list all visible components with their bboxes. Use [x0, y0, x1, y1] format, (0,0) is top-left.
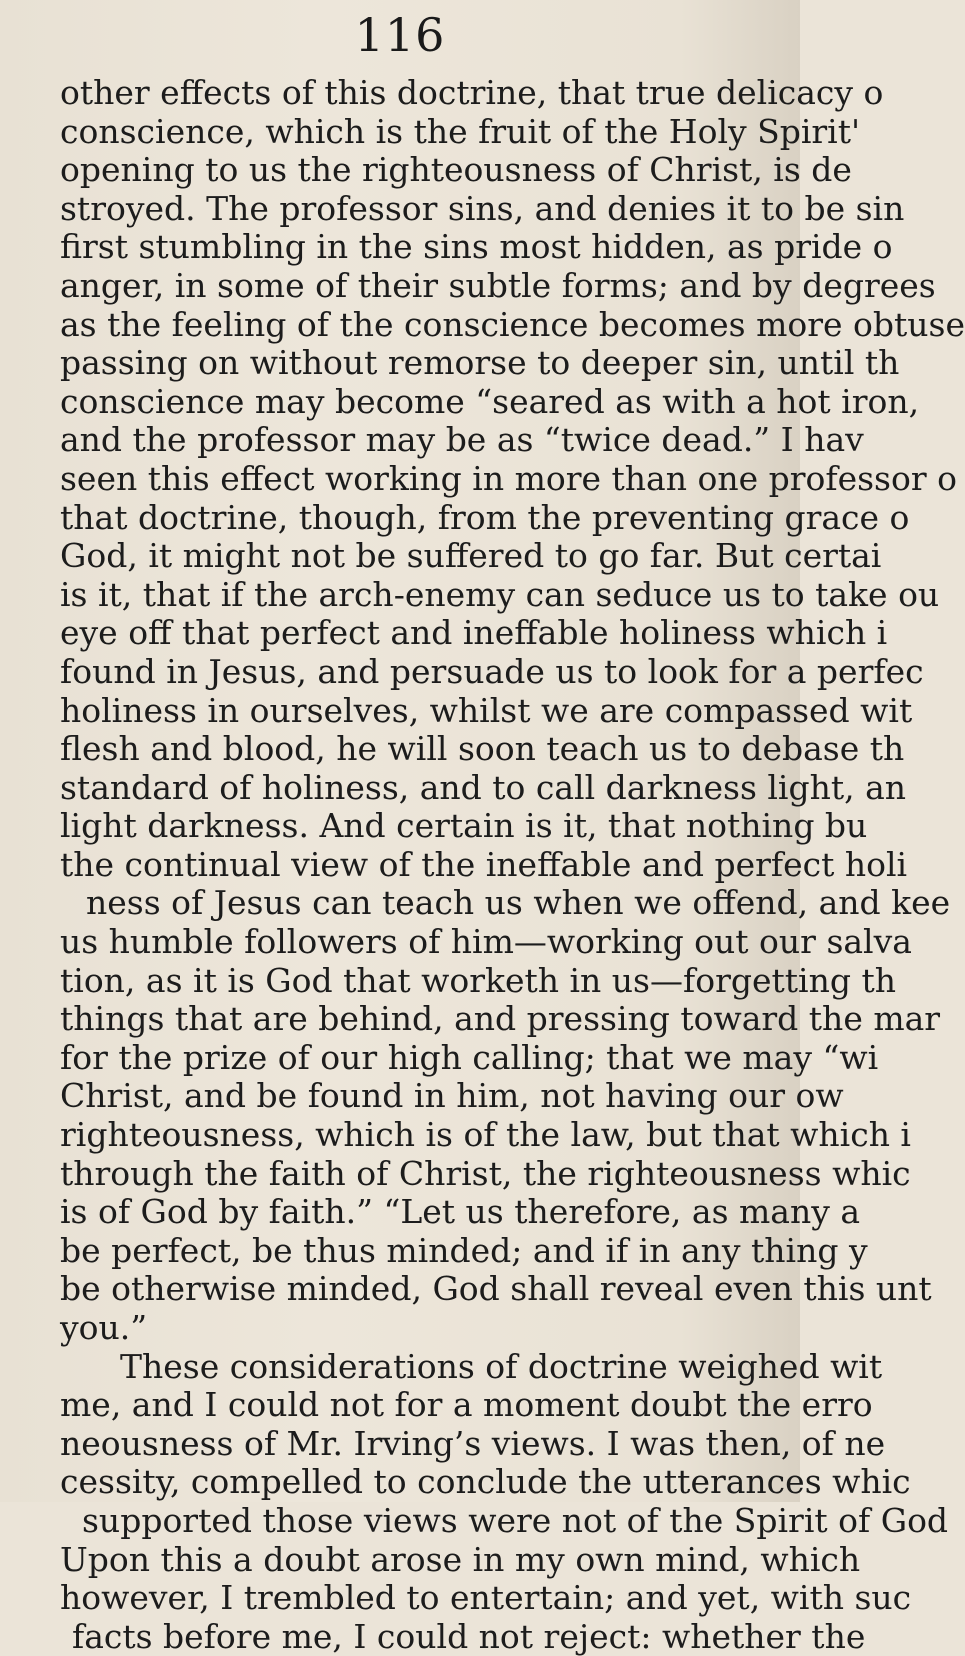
text-line: and the professor may be as “twice dead.” I hav [60, 420, 864, 460]
text-line: light darkness. And certain is it, that nothing bu [60, 806, 868, 846]
text-line: stroyed. The professor sins, and denies it to be sin [60, 188, 905, 228]
text-line: God, it might not be suffered to go far. But certai [60, 536, 882, 576]
text-line: passing on without remorse to deeper sin, until th [60, 343, 900, 383]
text-line: righteousness, which is of the law, but that which i [60, 1115, 911, 1155]
text-line: that doctrine, though, from the preventing grace o [60, 497, 910, 537]
text-line: things that are behind, and pressing toward the mar [60, 999, 941, 1039]
text-line: anger, in some of their subtle forms; and by degrees [60, 265, 936, 305]
text-line: flesh and blood, he will soon teach us to debase th [60, 729, 905, 769]
text-line: tion, as it is God that worketh in us—forgetting th [60, 960, 896, 1000]
text-line: conscience, which is the fruit of the Holy Spirit' [60, 111, 861, 151]
text-line: facts before me, I could not reject: whether the [72, 1616, 866, 1656]
text-line: us humble followers of him—working out our salva [60, 922, 912, 962]
body-text [60, 73, 965, 1656]
text-line: opening to us the righteousness of Christ, is de [60, 150, 852, 190]
text-line: is it, that if the arch-enemy can seduce us to take ou [60, 574, 940, 614]
text-line: you.” [60, 1308, 148, 1347]
text-line: however, I trembled to entertain; and yet, with suc [60, 1578, 912, 1618]
paragraph-start-line: These considerations of doctrine weighed wit [120, 1346, 883, 1386]
text-line: be otherwise minded, God shall reveal even this unt [60, 1269, 932, 1309]
page-number: 116 [354, 8, 446, 62]
text-line: for the prize of our high calling; that we may “wi [60, 1037, 879, 1077]
text-line: supported those views were not of the Spirit of God [82, 1500, 949, 1540]
text-line: standard of holiness, and to call darkness light, an [60, 767, 907, 807]
text-line: eye off that perfect and ineffable holiness which i [60, 613, 888, 653]
text-line: found in Jesus, and persuade us to look for a perfec [60, 651, 924, 691]
text-line: cessity, compelled to conclude the utterances whic [60, 1462, 911, 1502]
text-line: through the faith of Christ, the righteousness whic [60, 1153, 911, 1193]
text-line: Christ, and be found in him, not having our ow [60, 1076, 844, 1116]
text-line: Upon this a doubt arose in my own mind, which [60, 1539, 861, 1579]
text-line: neousness of Mr. Irving’s views. I was then, of ne [60, 1423, 886, 1463]
text-line: me, and I could not for a moment doubt the erro [60, 1385, 873, 1425]
text-line: ness of Jesus can teach us when we offend, and kee [86, 883, 951, 923]
text-line: as the feeling of the conscience becomes more obtuse [60, 304, 965, 344]
text-line: other effects of this doctrine, that true delicacy o [60, 73, 884, 112]
text-line: first stumbling in the sins most hidden, as pride o [60, 227, 893, 267]
text-line: conscience may become “seared as with a hot iron, [60, 381, 920, 421]
text-line: the continual view of the ineffable and perfect holi [60, 844, 908, 884]
text-line: is of God by faith.” “Let us therefore, as many a [60, 1192, 861, 1232]
text-line: be perfect, be thus minded; and if in any thing y [60, 1230, 868, 1270]
text-line: holiness in ourselves, whilst we are compassed wit [60, 690, 913, 730]
text-line: seen this effect working in more than one professor o [60, 458, 957, 498]
